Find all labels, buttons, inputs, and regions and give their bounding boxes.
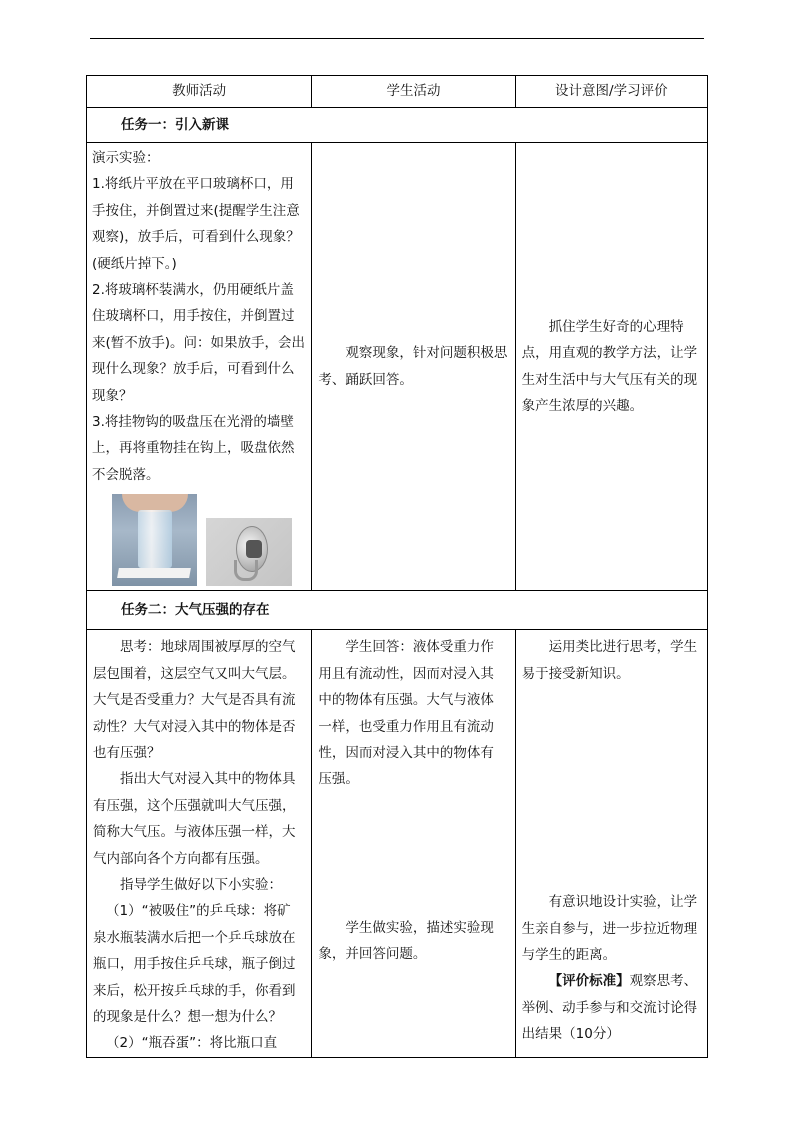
- table-header-row: [87, 76, 708, 108]
- suction-hook-photo: [206, 518, 292, 586]
- task1-design-cell: [515, 143, 707, 591]
- lesson-plan-table: [86, 75, 708, 1058]
- header-design-intent: 设计意图/学习评价: [515, 76, 707, 108]
- task2-experiment-1: （1）“被吸住”的乒乓球：将矿泉水瓶装满水后把一个乒乓球放在瓶口，用手按住乒乓球，瓶子倒过来后，松开按乒乓球的手，你看到的现象是什么？想一想为什么？: [93, 903, 296, 1025]
- task2-design-experiment: 有意识地设计实验，让学生亲自参与，进一步拉近物理与学生的距离。: [521, 894, 698, 963]
- glass-cup-photo: [112, 494, 197, 586]
- task2-guide-experiments: 指导学生做好以下小实验：: [120, 876, 282, 893]
- task1-title: 任务一：引入新课: [87, 108, 708, 143]
- task1-teacher-cell: [87, 143, 312, 591]
- task1-demo-intro: 演示实验：: [92, 150, 160, 166]
- task2-evaluation: [522, 968, 699, 1047]
- evaluation-text: 观察思考、举例、动手参与和交流讨论得出结果（10分）: [521, 973, 698, 1043]
- evaluation-label: 【评价标准】: [548, 973, 630, 990]
- header-teacher-activity: 教师活动: [87, 76, 312, 108]
- task2-student-experiment: 学生做实验，描述实验现象，并回答问题。: [318, 919, 494, 963]
- task2-design-cell: [515, 630, 707, 1058]
- task2-title: 任务二：大气压强的存在: [87, 591, 708, 630]
- task1-title-row: [87, 108, 708, 143]
- task1-student-text: 观察现象，针对问题积极思考、踊跃回答。: [318, 345, 508, 388]
- task2-student-cell: [312, 630, 515, 1058]
- task1-student-cell: [312, 143, 515, 591]
- task2-title-row: [87, 591, 708, 630]
- task1-demo-step-2: 2.将玻璃杯装满水，仍用硬纸片盖住玻璃杯口，用手按住，并倒置过来(暂不放手)。问：如果放手，会出现什么现象？放手后，可看到什么现象？: [92, 282, 306, 404]
- task1-demo-step-1: 1.将纸片平放在平口玻璃杯口，用手按住，并倒置过来(提醒学生注意观察)，放手后，可看到什么现象？(硬纸片掉下。): [92, 176, 300, 272]
- task2-think-question: 思考：地球周围被厚厚的空气层包围着，这层空气又叫大气层。大气是否受重力？大气是否具有流动性？大气对浸入其中的物体是否也有压强？: [93, 639, 296, 761]
- header-rule: [90, 38, 704, 39]
- task2-content-row: [87, 630, 708, 1058]
- task1-content-row: [87, 143, 708, 591]
- task1-demo-images: [92, 494, 307, 586]
- task2-teacher-cell: [87, 630, 312, 1058]
- task2-atmospheric-pressure-definition: 指出大气对浸入其中的物体具有压强，这个压强就叫大气压强，简称大气压。与液体压强一样，大气内部向各个方向都有压强。: [93, 771, 296, 867]
- task2-experiment-2: （2）“瓶吞蛋”：将比瓶口直: [106, 1035, 278, 1052]
- task2-design-analogy: 运用类比进行思考，学生易于接受新知识。: [521, 639, 698, 682]
- header-student-activity: 学生活动: [312, 76, 515, 108]
- task1-demo-step-3: 3.将挂物钩的吸盘压在光滑的墙壁上，再将重物挂在钩上，吸盘依然不会脱落。: [92, 414, 295, 483]
- task1-design-text: 抓住学生好奇的心理特点，用直观的教学方法，让学生对生活中与大气压有关的现象产生浓厚的兴趣。: [521, 318, 698, 415]
- task2-student-answer: 学生回答：液体受重力作用且有流动性，因而对浸入其中的物体有压强。大气与液体一样，也受重力作用且有流动性，因而对浸入其中的物体有压强。: [318, 639, 494, 788]
